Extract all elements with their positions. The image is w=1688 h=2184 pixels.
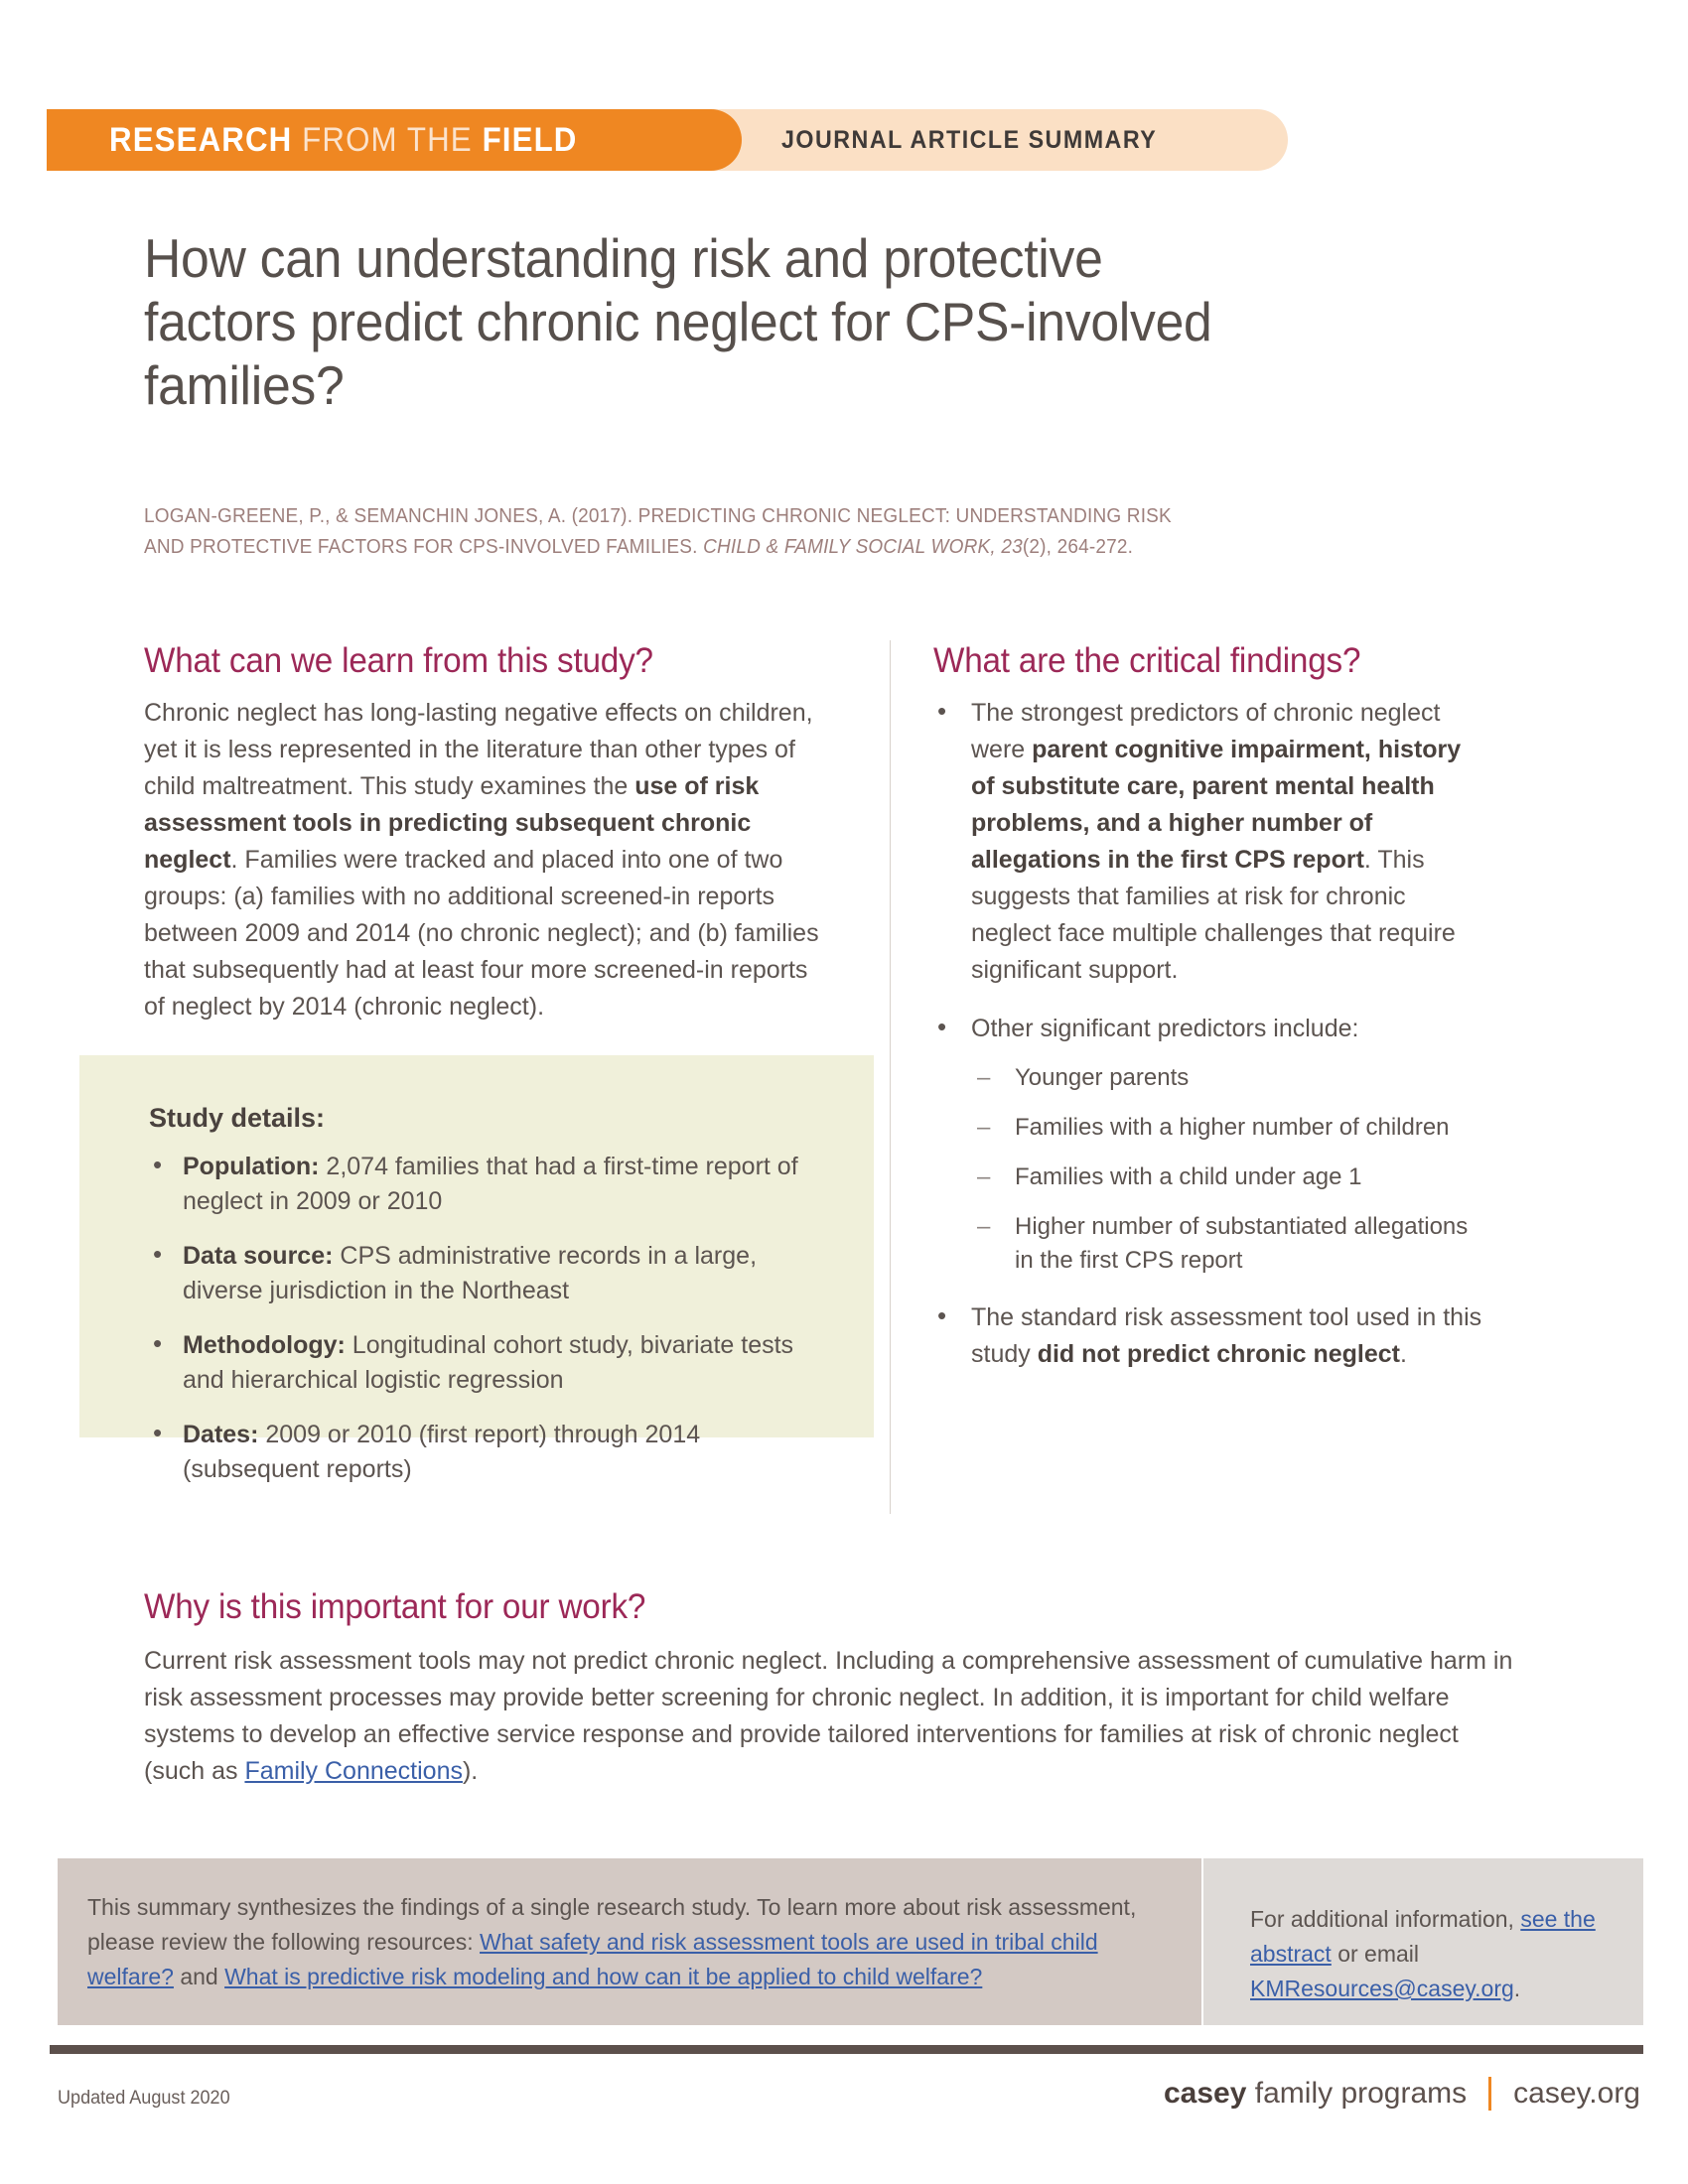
list-item: – Families with a child under age 1 xyxy=(971,1160,1489,1194)
finding-1-post: . This suggests that families at risk for chronic neglect face multiple challenges that require significant support. xyxy=(971,846,1456,984)
citation-part-1: LOGAN-GREENE, P., & SEMANCHIN JONES, A. (2017). PREDICTING CHRONIC NEGLECT: UNDERSTANDING RISK AND PROTECTIVE FACTORS FOR CPS-INVOLVED FAMILIES. xyxy=(144,505,1172,558)
list-item xyxy=(147,1150,832,1219)
study-details-title: Study details: xyxy=(149,1103,326,1133)
resources-conjunction: and xyxy=(173,1964,225,1989)
column-divider xyxy=(890,640,891,1514)
learn-text-2: . Families were tracked and placed into one of two groups: (a) families with no additional screened-in reports between 2009 and 2014 (no chronic neglect); and (b) families that subsequently had at least four more screened-in reports of neglect by 2014 (chronic neglect). xyxy=(144,846,819,1021)
why-text-post: ). xyxy=(462,1757,479,1785)
list-item xyxy=(933,1011,1489,1278)
list-item xyxy=(147,1328,832,1398)
footer-accent-divider xyxy=(1488,2077,1491,2111)
study-item-label: Data source: xyxy=(183,1242,334,1270)
why-text-pre: Current risk assessment tools may not predict chronic neglect. Including a comprehensive assessment of cumulative harm in risk assessment processes may provide better screening for chronic neglect. In addition, it is important for child welfare systems to develop an effective service response and provide tailored interventions for families at risk of chronic neglect (such as xyxy=(144,1647,1513,1785)
casey-logo-rest: family programs xyxy=(1246,2077,1468,2110)
list-item: – Younger parents xyxy=(971,1061,1489,1095)
casey-logo xyxy=(1164,2077,1467,2111)
list-item: – Higher number of substantiated allegations in the first CPS report xyxy=(971,1210,1489,1278)
why-paragraph xyxy=(144,1643,1514,1790)
see-abstract-link[interactable]: see the abstract xyxy=(1250,1906,1596,1967)
section-heading-learn: What can we learn from this study? xyxy=(144,641,653,680)
finding-3-pre: The standard risk assessment tool used in this study xyxy=(971,1303,1482,1368)
email-link[interactable]: KMResources@casey.org xyxy=(1250,1976,1514,2001)
study-item-label: Dates: xyxy=(183,1421,259,1448)
learn-text-1: Chronic neglect has long-lasting negative effects on children, yet it is less represented in the literature than other types of child maltreatment. This study examines the xyxy=(144,699,813,800)
finding-2-text: Other significant predictors include: xyxy=(971,1015,1359,1042)
section-heading-why: Why is this important for our work? xyxy=(144,1587,646,1626)
header-banner xyxy=(47,109,1228,171)
additional-info-post: . xyxy=(1513,1976,1521,2001)
findings-list xyxy=(933,695,1489,1395)
additional-info-middle: or email xyxy=(1331,1941,1420,1967)
footer-rule xyxy=(50,2045,1643,2054)
list-item: – Families with a higher number of children xyxy=(971,1111,1489,1145)
footer-website: casey.org xyxy=(1513,2077,1640,2110)
resources-text-pre: This summary synthesizes the findings of a single research study. To learn more about risk assessment, please review the following resources: xyxy=(87,1894,1137,1955)
list-item xyxy=(147,1239,832,1308)
resources-divider xyxy=(1201,1858,1203,2025)
tribal-child-welfare-link[interactable]: What safety and risk assessment tools are used in tribal child welfare? xyxy=(87,1929,1098,1989)
resources-text xyxy=(87,1890,1140,1994)
learn-text-bold: use of risk assessment tools in predicting subsequent chronic neglect xyxy=(144,772,760,874)
citation xyxy=(144,501,1210,563)
footer-updated-date: Updated August 2020 xyxy=(58,2088,230,2109)
list-item xyxy=(147,1418,832,1487)
finding-3-post: . xyxy=(1400,1340,1407,1368)
study-item-text: 2009 or 2010 (first report) through 2014 (subsequent reports) xyxy=(183,1421,701,1483)
finding-1-bold: parent cognitive impairment, history of substitute care, parent mental health problems, and a higher number of allegations in the first CPS report xyxy=(971,736,1462,874)
section-heading-findings: What are the critical findings? xyxy=(933,641,1361,680)
learn-paragraph xyxy=(144,695,834,1025)
additional-info-pre: For additional information, xyxy=(1250,1906,1521,1932)
study-item-label: Population: xyxy=(183,1153,320,1180)
family-connections-link[interactable]: Family Connections xyxy=(244,1757,463,1785)
footer-branding xyxy=(1164,2077,1640,2111)
resources-box xyxy=(58,1858,1643,2025)
banner-title-fromthe: FROM THE xyxy=(302,121,473,159)
casey-logo-bold: casey xyxy=(1164,2077,1247,2110)
banner-title-research: RESEARCH xyxy=(109,121,293,159)
finding-1-pre: The strongest predictors of chronic neglect were xyxy=(971,699,1441,763)
predictive-risk-modeling-link[interactable]: What is predictive risk modeling and how can it be applied to child welfare? xyxy=(224,1964,983,1989)
study-details-box xyxy=(79,1055,874,1483)
study-details-list xyxy=(147,1150,832,1507)
study-item-text: 2,074 families that had a first-time report of neglect in 2009 or 2010 xyxy=(183,1153,798,1215)
page-title: How can understanding risk and protective factors predict chronic neglect for CPS-involved families? xyxy=(144,227,1212,416)
list-item xyxy=(933,1299,1489,1373)
study-item-text: Longitudinal cohort study, bivariate tests and hierarchical logistic regression xyxy=(183,1331,794,1394)
citation-part-2: (2), 264-272. xyxy=(1022,536,1134,558)
study-item-label: Methodology: xyxy=(183,1331,346,1359)
additional-info-text xyxy=(1250,1902,1608,2006)
finding-3-bold: did not predict chronic neglect xyxy=(1037,1340,1401,1368)
banner-title xyxy=(109,109,577,171)
citation-journal: CHILD & FAMILY SOCIAL WORK, 23 xyxy=(703,536,1023,558)
study-item-text: CPS administrative records in a large, diverse jurisdiction in the Northeast xyxy=(183,1242,758,1304)
list-item xyxy=(933,695,1489,989)
findings-sublist xyxy=(971,1061,1489,1278)
banner-subtitle: JOURNAL ARTICLE SUMMARY xyxy=(781,126,1158,154)
banner-title-field: FIELD xyxy=(482,121,578,159)
